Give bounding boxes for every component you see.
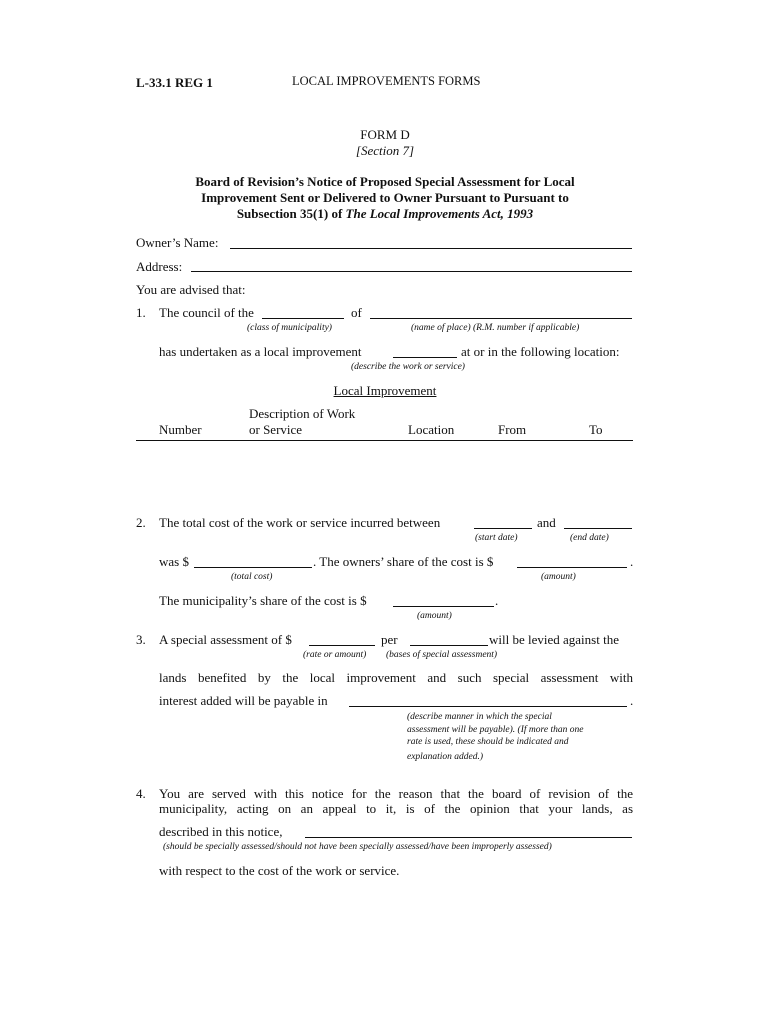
payment-manner-field[interactable]: [349, 706, 627, 707]
item3-line2: lands benefited by the local improvement and such special assessment with: [159, 670, 633, 685]
caption-payment-manner: (describe manner in which the special assessment will be payable). (If more than one rate is used, these should be indicated and explanation added.): [407, 712, 584, 762]
caption-class-of-municipality: (class of municipality): [247, 323, 332, 333]
item2-text-a: The total cost of the work or service incurred between: [159, 515, 441, 530]
item2-number: 2.: [136, 515, 146, 530]
owners-name-field[interactable]: [230, 248, 632, 249]
form-section: [Section 7]: [355, 143, 415, 158]
end-date-field[interactable]: [564, 528, 632, 529]
class-of-municipality-field[interactable]: [262, 318, 344, 319]
header-title: LOCAL IMPROVEMENTS FORMS: [292, 74, 481, 88]
start-date-field[interactable]: [474, 528, 532, 529]
item2-text-c: was $: [159, 554, 189, 569]
address-label: Address:: [136, 259, 183, 274]
owners-name-label: Owner’s Name:: [136, 235, 219, 250]
item3-text-b: per: [381, 632, 398, 647]
item3-number: 3.: [136, 632, 146, 647]
assessment-opinion-field[interactable]: [305, 837, 632, 838]
caption-bases: (bases of special assessment): [386, 650, 498, 660]
form-title: [100, 174, 670, 222]
form-title-line2: Improvement Sent or Delivered to Owner Pursuant to Pursuant to: [201, 190, 569, 205]
caption-rate-or-amount: (rate or amount): [303, 650, 367, 660]
table-rule: [136, 440, 633, 441]
bases-of-assessment-field[interactable]: [410, 645, 488, 646]
caption-name-of-place: (name of place) (R.M. number if applicable): [411, 323, 580, 333]
col-from: From: [498, 422, 527, 437]
item1-text-c: has undertaken as a local improvement: [159, 344, 362, 359]
col-desc-line1: Description of Work: [249, 406, 356, 421]
rate-or-amount-field[interactable]: [309, 645, 375, 646]
caption-amount-2: (amount): [417, 611, 452, 621]
caption-amount: (amount): [541, 572, 576, 582]
caption-start-date: (start date): [475, 533, 518, 543]
item3-line3-end: .: [630, 693, 634, 708]
municipality-share-field[interactable]: [393, 606, 494, 607]
item2-text-f: The municipality’s share of the cost is $: [159, 593, 367, 608]
item2-text-b: and: [537, 515, 556, 530]
owners-share-field[interactable]: [517, 567, 627, 568]
caption-describe-work: (describe the work or service): [351, 362, 465, 372]
table-heading: Local Improvement: [333, 383, 437, 398]
item2-text-e: .: [630, 554, 634, 569]
item4-line1: You are served with this notice for the reason that the board of revision of the: [159, 786, 633, 801]
col-location: Location: [408, 422, 455, 437]
item4-number: 4.: [136, 786, 146, 801]
item3-text-a: A special assessment of $: [159, 632, 292, 647]
regulation-code: L-33.1 REG 1: [136, 75, 213, 90]
item4-line2: municipality, acting on an appeal to it, is of the opinion that your lands, as: [159, 801, 633, 816]
item1-text-a: The council of the: [159, 305, 254, 320]
item4-line4: with respect to the cost of the work or service.: [159, 863, 400, 878]
col-desc-line2: or Service: [249, 422, 303, 437]
intro-text: You are advised that:: [136, 282, 246, 297]
form-title-line1: Board of Revision’s Notice of Proposed Special Assessment for Local: [195, 174, 575, 189]
address-field[interactable]: [191, 271, 632, 272]
col-to: To: [589, 422, 603, 437]
item2-text-g: .: [495, 593, 499, 608]
item2-text-d: . The owners’ share of the cost is $: [313, 554, 494, 569]
form-name: FORM D: [360, 127, 410, 142]
caption-total-cost: (total cost): [231, 572, 273, 582]
item4-line3: described in this notice,: [159, 824, 283, 839]
form-title-line3: Subsection 35(1) of The Local Improvements Act, 1993: [236, 206, 534, 221]
item3-line3: interest added will be payable in: [159, 693, 328, 708]
item1-text-d: at or in the following location:: [461, 344, 620, 359]
caption-assessment-opinion: (should be specially assessed/should not have been specially assessed/have been improperly assessed): [163, 842, 552, 852]
name-of-place-field[interactable]: [370, 318, 632, 319]
act-name: The Local Improvements Act, 1993: [345, 206, 534, 221]
item1-number: 1.: [136, 305, 146, 320]
caption-end-date: (end date): [570, 533, 609, 543]
item1-text-b: of: [351, 305, 362, 320]
item3-text-c: will be levied against the: [489, 632, 619, 647]
work-description-field[interactable]: [393, 357, 457, 358]
col-number: Number: [159, 422, 202, 437]
total-cost-field[interactable]: [194, 567, 312, 568]
